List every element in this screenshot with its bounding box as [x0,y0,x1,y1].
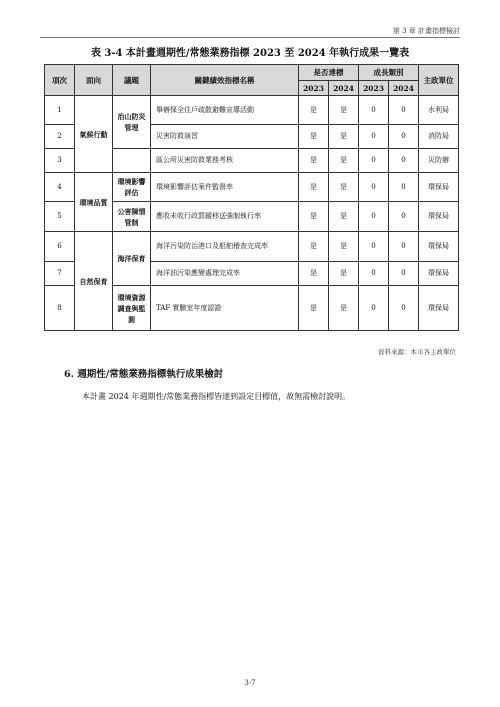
topic-cell [113,149,151,173]
indicator-cell: 海洋油污染應變處理完成率 [151,262,299,286]
achieved-2023-cell: 是 [299,262,329,286]
achieved-2023-cell: 是 [299,286,329,331]
topic-cell: 海洋保育 [113,232,151,286]
indicator-cell: 災害防救演習 [151,125,299,149]
row-no: 6 [45,232,75,262]
header-rule [40,37,460,38]
section-heading: 6. 週期性/常態業務指標執行成果檢討 [64,369,224,380]
indicator-cell: 海洋污染防治港口及船舶稽查完成率 [151,232,299,262]
header-growth-2024: 2024 [389,81,419,96]
achieved-2023-cell: 是 [299,173,329,202]
header-growth-2023: 2023 [359,81,389,96]
row-no: 4 [45,173,75,202]
achieved-2023-cell: 是 [299,232,329,262]
indicator-cell: 舉辦保全住戶疏散避難宣導活動 [151,96,299,125]
header-no: 項次 [45,65,75,96]
indicator-cell: TAF 實驗室年度認證 [151,286,299,331]
achieved-2023-cell: 是 [299,202,329,232]
header-achieved: 是否達標 [299,65,359,81]
growth-2023-cell: 0 [359,262,389,286]
unit-cell: 環保局 [419,173,459,202]
aspect-cell: 氣候行動 [75,96,113,173]
achieved-2023-cell: 是 [299,149,329,173]
unit-cell: 災防辦 [419,149,459,173]
growth-2023-cell: 0 [359,125,389,149]
aspect-cell: 環境品質 [75,173,113,232]
growth-2023-cell: 0 [359,232,389,262]
growth-2023-cell: 0 [359,149,389,173]
table-title: 表 3-4 本計畫週期性/常態業務指標 2023 至 2024 年執行成果一覽表 [90,48,410,59]
growth-2023-cell: 0 [359,202,389,232]
unit-cell: 環保局 [419,232,459,262]
header-aspect: 面向 [75,65,113,96]
page-number: 3-7 [244,679,256,687]
growth-2024-cell: 0 [389,149,419,173]
achieved-2024-cell: 是 [329,149,359,173]
aspect-cell: 自然保育 [75,232,113,331]
growth-2024-cell: 0 [389,173,419,202]
growth-2023-cell: 0 [359,173,389,202]
growth-2024-cell: 0 [389,96,419,125]
row-no: 3 [45,149,75,173]
topic-cell: 治山防災管理 [113,96,151,149]
table-row [45,173,459,202]
achieved-2024-cell: 是 [329,202,359,232]
achieved-2024-cell: 是 [329,173,359,202]
growth-2023-cell: 0 [359,286,389,331]
achieved-2024-cell: 是 [329,232,359,262]
achieved-2023-cell: 是 [299,96,329,125]
growth-2024-cell: 0 [389,262,419,286]
growth-2024-cell: 0 [389,125,419,149]
achieved-2024-cell: 是 [329,262,359,286]
table-row [45,96,459,125]
unit-cell: 環保局 [419,202,459,232]
header-achieved-2024: 2024 [329,81,359,96]
growth-2024-cell: 0 [389,202,419,232]
chapter-header: 第 3 章 計畫指標檢討 [392,27,460,35]
header-achieved-2023: 2023 [299,81,329,96]
row-no: 2 [45,125,75,149]
row-no: 1 [45,96,75,125]
section-body: 本計畫 2024 年週期性/常態業務指標皆達到設定目標值，故無需檢討說明。 [82,392,351,401]
achieved-2023-cell: 是 [299,125,329,149]
unit-cell: 環保局 [419,286,459,331]
achieved-2024-cell: 是 [329,96,359,125]
unit-cell: 環保局 [419,262,459,286]
row-no: 8 [45,286,75,331]
table-row [45,232,459,262]
row-no: 7 [45,262,75,286]
header-growth: 成長類別 [359,65,419,81]
topic-cell: 環境資源調查與監測 [113,286,151,331]
row-no: 5 [45,202,75,232]
table-source-note: 資料來源：本市各主政單位 [378,348,456,356]
topic-cell: 公害陳情管制 [113,202,151,232]
topic-cell: 環境影響評估 [113,173,151,202]
indicator-cell: 環境影響評估案件監督率 [151,173,299,202]
growth-2023-cell: 0 [359,96,389,125]
header-unit: 主政單位 [419,65,459,96]
header-topic: 議題 [113,65,151,96]
achieved-2024-cell: 是 [329,286,359,331]
indicator-cell: 區公所災害防救業務考核 [151,149,299,173]
header-indicator: 關鍵績效指標名稱 [151,65,299,96]
indicator-cell: 應收未收行政罰鍰移送強制執行率 [151,202,299,232]
unit-cell: 消防局 [419,125,459,149]
achieved-2024-cell: 是 [329,125,359,149]
growth-2024-cell: 0 [389,232,419,262]
growth-2024-cell: 0 [389,286,419,331]
performance-table [44,64,459,331]
unit-cell: 水利局 [419,96,459,125]
